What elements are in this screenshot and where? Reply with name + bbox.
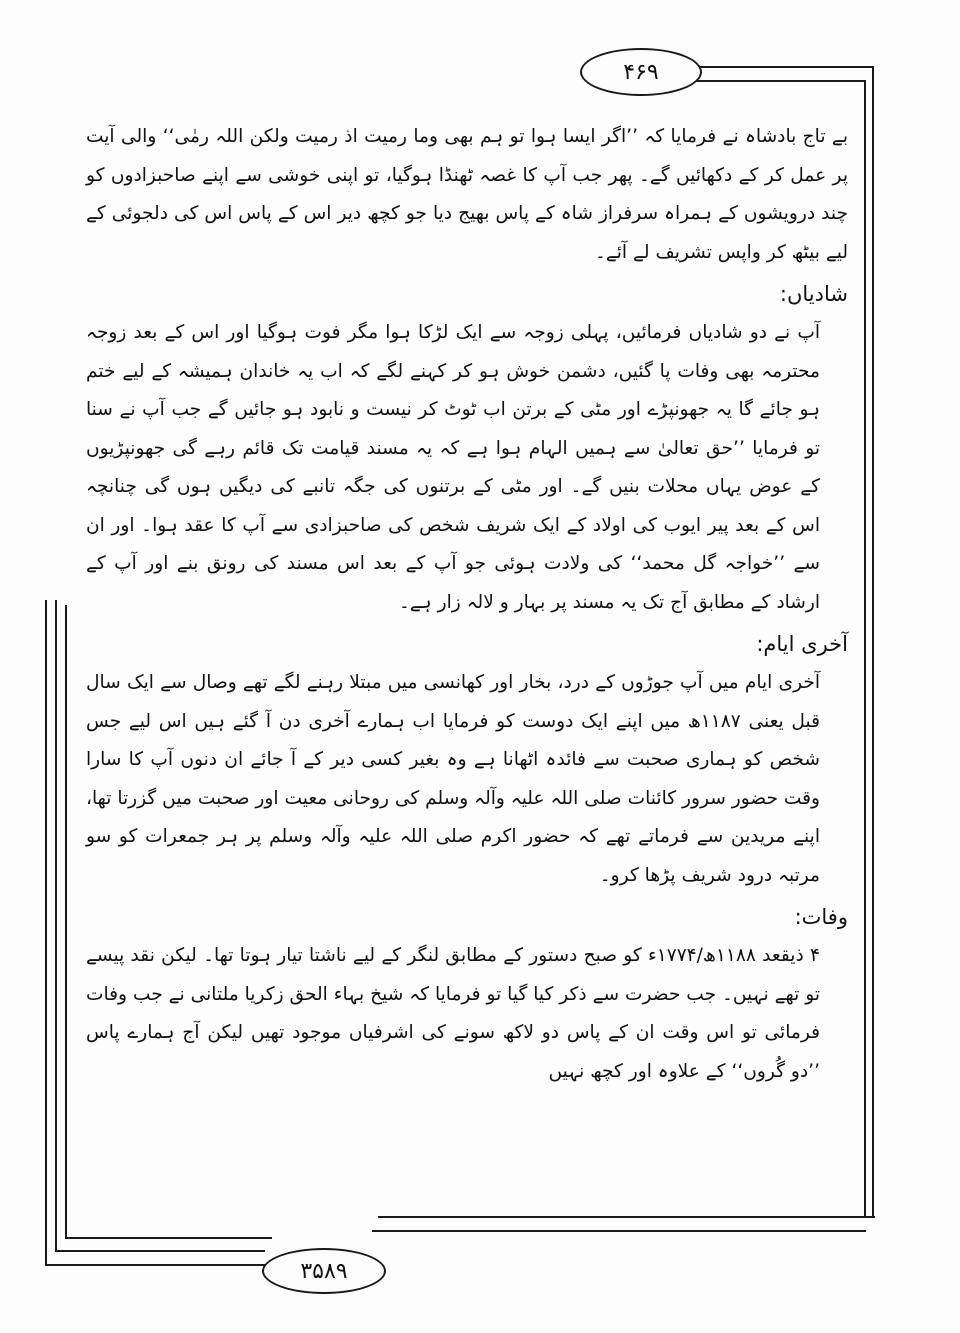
frame-line [65,1237,272,1239]
marriages-paragraph: آپ نے دو شادیاں فرمائیں، پہلی زوجہ سے ایک لڑکا ہوا مگر فوت ہوگیا اور اس کے بعد زوجہ محترمہ بھی وفات پا گئیں، دشمن خوش ہو کر کہنے لگے کہ اب یہ خاندان ہمیشہ کے لیے ختم ہو جائے گا یہ جھونپڑے اور مٹی کے برتن اب ٹوٹ کر نیست و نابود ہو جائیں گے جب آپ نے سنا تو فرمایا ’’حق تعالیٰ سے ہمیں الہام ہوا ہے کہ یہ مسند قیامت تک قائم رہے گی جھونپڑیوں کے عوض یہاں محلات بنیں گے۔ اور مٹی کے برتنوں کی جگہ تانبے کی دیگیں ہوں گی چنانچہ اس کے بعد پیر ایوب کی اولاد کے ایک شریف شخص کی صاحبزادی سے آپ کا عقد ہوا۔ اور ان سے ’’خواجہ گل محمد‘‘ کی ولادت ہوئی جو آپ کے بعد اس مسند کی رونق بنے اور آپ کے ارشاد کے مطابق آج تک یہ مسند پر بہار و لالہ زار ہے۔ [86,322,820,613]
last-days-paragraph: آخری ایام میں آپ جوڑوں کے درد، بخار اور کھانسی میں مبتلا رہنے لگے تھے وصال سے ایک سال قبل یعنی ۱۱۸۷ھ میں اپنے ایک دوست کو فرمایا اب ہمارے آخری دن آ گئے ہیں اس لیے جس شخص کو ہماری صحبت سے فائدہ اٹھانا ہے وہ بغیر کسی دیر کے آ جائے ان دنوں آپ کا سارا وقت حضور سرور کائنات صلی اللہ علیہ وآلہ وسلم کی روحانی معیت اور صحبت میں گزرتا تھا، اپنے مریدین سے فرماتے تھے کہ حضور اکرم صلی اللہ علیہ وآلہ وسلم پر ہر جمعرات کو سو مرتبہ درود شریف پڑھا کرو۔ [86,672,821,886]
section-heading-death: وفات: [794,905,848,929]
section-heading-marriages: شادیاں: [779,282,848,306]
intro-paragraph: بے تاج بادشاہ نے فرمایا کہ ’’اگر ایسا ہوا تو ہم بھی وما رمیت اذ رمیت ولکن اللہ رمٰی‘‘ والی آیت پر عمل کر کے دکھائیں گے۔ پھر جب آپ کا غصہ ٹھنڈا ہوگیا، تو اپنی خوشی سے اپنے صاحبزادوں کو چند درویشوں کے ہمراہ سرفراز شاہ کے پاس بھیج دیا جو کچھ دیر اس کے پاس اس کی دلجوئی کے لیے بیٹھ کر واپس تشریف لے آئے۔ [86,126,848,263]
frame-line [55,600,57,1250]
frame-line [45,600,47,1264]
frame-line [65,605,67,1237]
page-number-top-text: ۴۶۹ [623,59,659,85]
page-number-top [580,48,702,96]
death-paragraph: ۴ ذیقعد ۱۱۸۸ھ/۱۷۷۴ء کو صبح دستور کے مطابق لنگر کے لیے ناشتا تیار ہوتا تھا۔ لیکن نقد پیسے تو تھے نہیں۔ جب حضرت سے ذکر کیا گیا تو فرمایا کہ شیخ بہاء الحق زکریا ملتانی نے جب وفات فرمائی تو اس وقت ان کے پاس دو لاکھ سونے کی اشرفیاں موجود تھیں لیکن آج ہمارے پاس ’’دو گُروں‘‘ کے علاوہ اور کچھ نہیں [86,945,820,1082]
frame-line [690,80,866,82]
frame-line [872,66,874,1216]
frame-line [45,1264,267,1266]
frame-line [864,80,866,1218]
frame-line [378,1216,875,1218]
section-heading-last-days: آخری ایام: [756,632,848,656]
page-number-bottom-text: ۳۵۸۹ [300,1258,348,1284]
frame-line [372,1230,866,1232]
frame-line [685,66,874,68]
frame-line [55,1250,265,1252]
document-body [86,118,848,1091]
page-number-bottom [262,1248,386,1294]
